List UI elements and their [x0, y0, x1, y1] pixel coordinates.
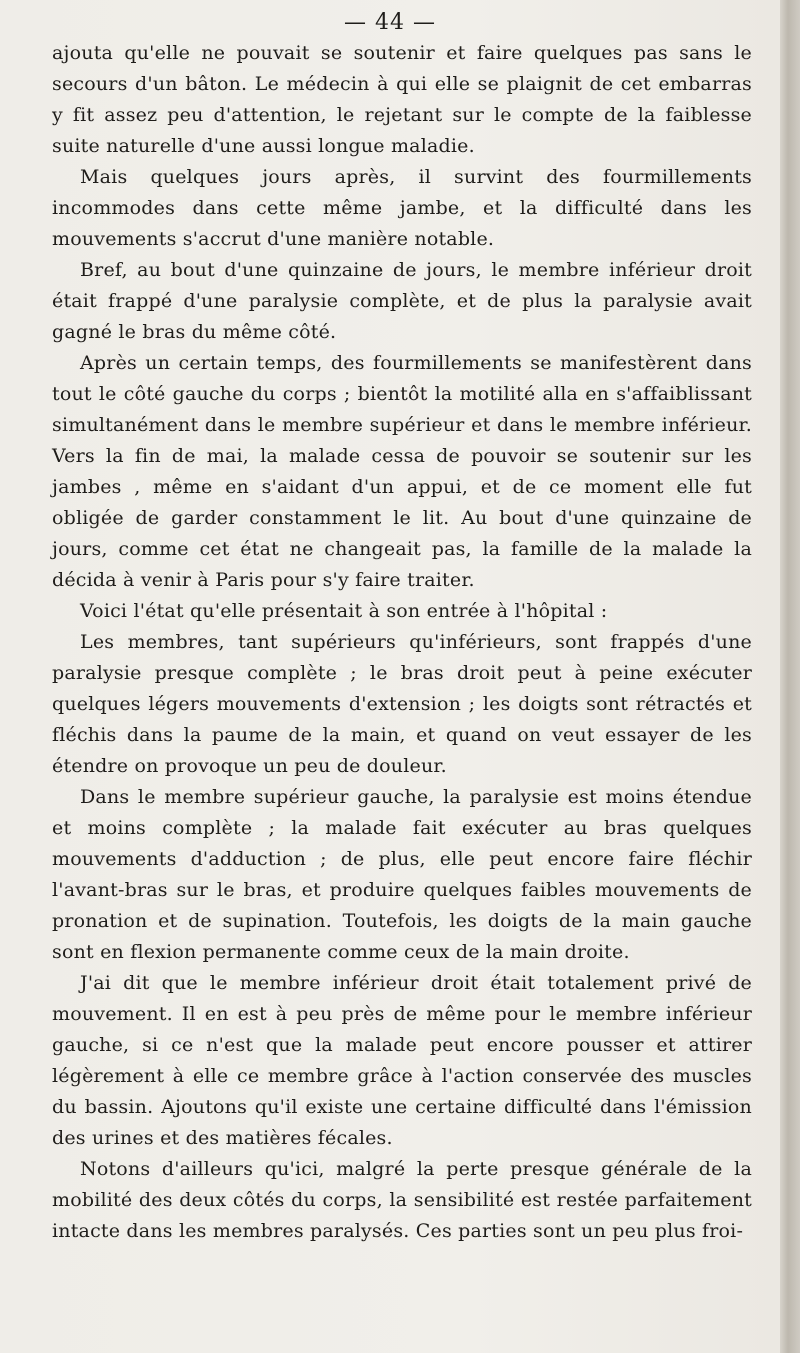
paragraph-7: Dans le membre supérieur gauche, la paralysie est moins étendue et moins complète ; la malade fait exécuter au bras quelques mouvements d'adduction ; de plus, elle peut encore faire fléchir l'avant-bras sur le bras, et produire quelques faibles mouvements de pronation et de supination. Toutefois, les doigts de la main gauche sont en flexion permanente comme ceux de la main droite.: [52, 786, 752, 963]
page-number: — 44 —: [344, 10, 436, 35]
paragraph-1: ajouta qu'elle ne pouvait se soutenir et faire quelques pas sans le secours d'un bâton. Le médecin à qui elle se plaignit de cet embarras y fit assez peu d'attention, le rejetant sur le compte de la faiblesse suite naturelle d'une aussi longue maladie.: [52, 42, 752, 157]
page-edge: [780, 0, 800, 1353]
body-text: [52, 38, 752, 1247]
paragraph-8: J'ai dit que le membre inférieur droit était totalement privé de mouvement. Il en est à peu près de même pour le membre inférieur gauche, si ce n'est que la malade peut encore pousser et attirer légèrement à elle ce membre grâce à l'action conservée des muscles du bassin. Ajoutons qu'il existe une certaine difficulté dans l'émission des urines et des matières fécales.: [52, 972, 752, 1149]
paragraph-2: Mais quelques jours après, il survint des fourmillements incommodes dans cette même jambe, et la difficulté dans les mouvements s'accrut d'une manière notable.: [52, 166, 752, 250]
paragraph-6: Les membres, tant supérieurs qu'inférieurs, sont frappés d'une paralysie presque complète ; le bras droit peut à peine exécuter quelques légers mouvements d'extension ; les doigts sont rétractés et fléchis dans la paume de la main, et quand on veut essayer de les étendre on provoque un peu de douleur.: [52, 631, 752, 777]
paragraph-3: Bref, au bout d'une quinzaine de jours, le membre inférieur droit était frappé d'une paralysie complète, et de plus la paralysie avait gagné le bras du même côté.: [52, 259, 752, 343]
paragraph-4: Après un certain temps, des fourmillements se manifestèrent dans tout le côté gauche du corps ; bientôt la motilité alla en s'affaiblissant simultanément dans le membre supérieur et dans le membre inférieur. Vers la fin de mai, la malade cessa de pouvoir se soutenir sur les jambes , même en s'aidant d'un appui, et de ce moment elle fut obligée de garder constamment le lit. Au bout d'une quinzaine de jours, comme cet état ne changeait pas, la famille de la malade la décida à venir à Paris pour s'y faire traiter.: [52, 352, 752, 591]
paragraph-9: Notons d'ailleurs qu'ici, malgré la perte presque générale de la mobilité des deux côtés du corps, la sensibilité est restée parfaitement intacte dans les membres paralysés. Ces parties sont un peu plus froi-: [52, 1158, 752, 1242]
paragraph-5: Voici l'état qu'elle présentait à son entrée à l'hôpital :: [80, 600, 608, 622]
